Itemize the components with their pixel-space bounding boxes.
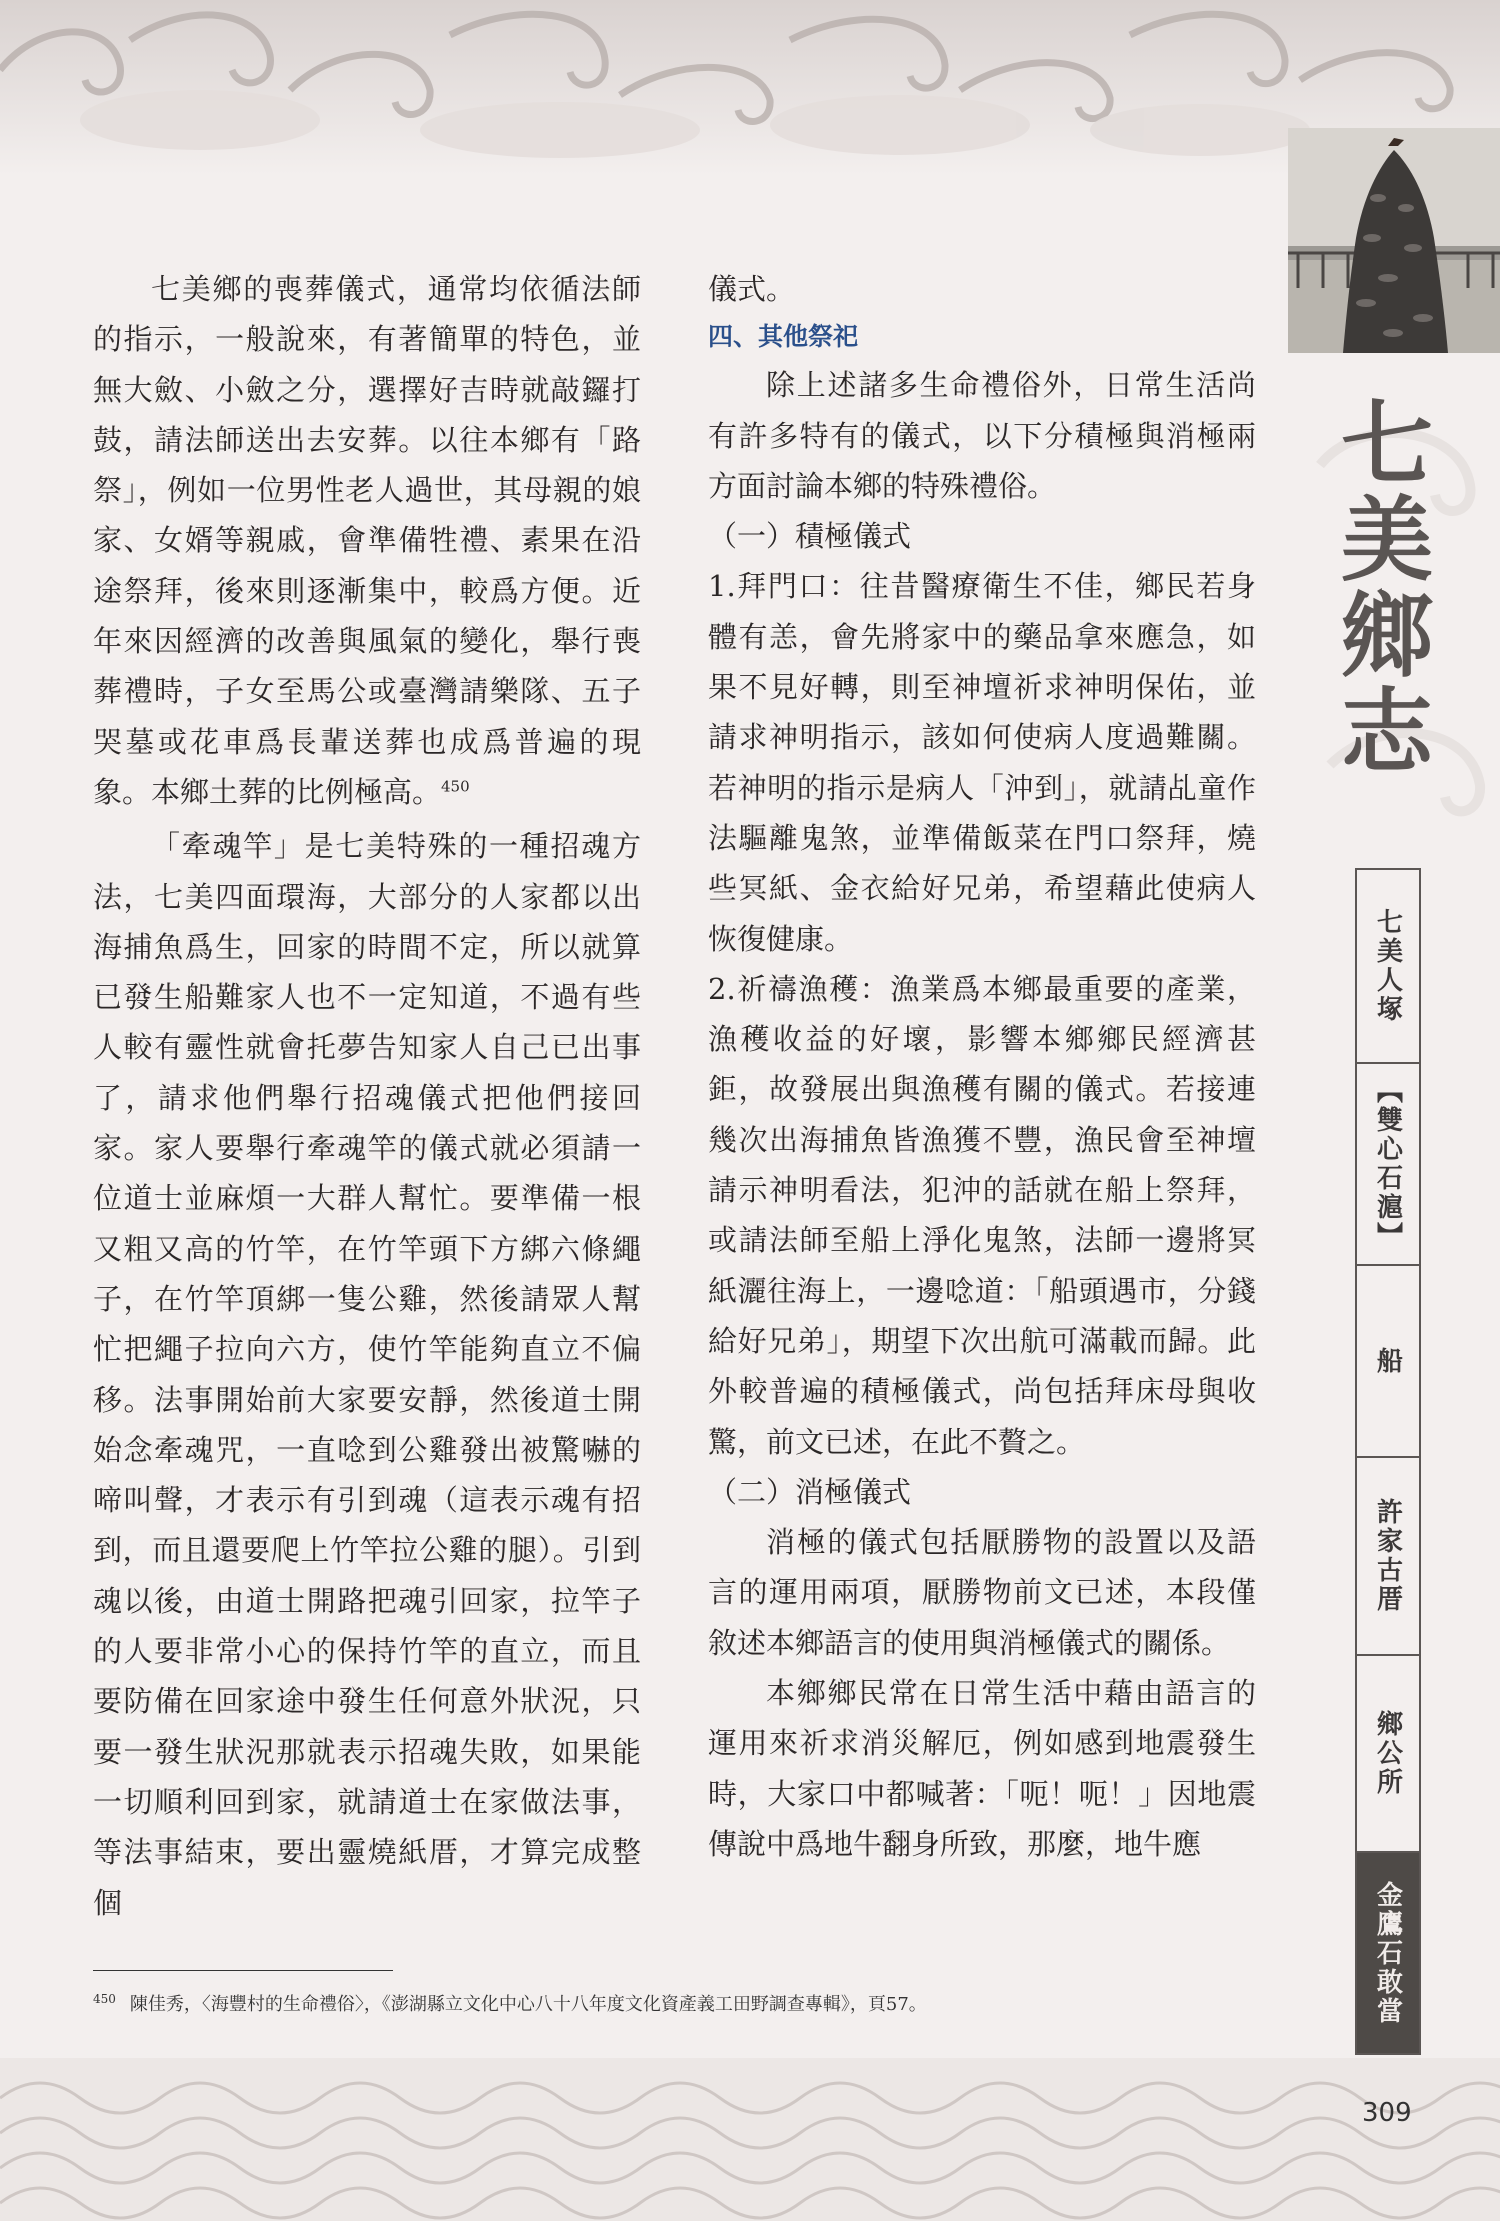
item-door-worship: 1.拜門口：往昔醫療衛生不佳，鄉民若身體有恙，會先將家中的藥品拿來應急，如果不見好轉，則至神壇祈求神明保佑，並請求神明指示，該如何使病人度過難關。若神明的指示是病人「沖到」，就請乩童作法驅離鬼煞，並準備飯菜在門口祭拜，燒些冥紙、金衣給好兄弟，希望藉此使病人恢復健康。	[708, 569, 1256, 956]
tab-qimei-tomb[interactable]	[1357, 868, 1419, 1064]
tab-label: 許家古厝	[1372, 1498, 1403, 1614]
book-title-calligraphy	[1300, 395, 1500, 835]
paragraph-negative: 消極的儀式包括厭勝物的設置以及語言的運用兩項，厭勝物前文已述，本段僅敘述本鄉語言的使用與消極儀式的關係。	[708, 1525, 1256, 1660]
book-title-text: 七美鄉志	[1326, 395, 1434, 779]
footnote-ref: 450	[441, 777, 470, 796]
wave-pattern-footer	[0, 2058, 1500, 2221]
paragraph-funeral-text: 七美鄉的喪葬儀式，通常均依循法師的指示，一般說來，有著簡單的特色，並無大斂、小斂之分，選擇好吉時就敲鑼打鼓，請法師送出去安葬。以往本鄉有「路祭」，例如一位男性老人過世，其母親的娘家、女婿等親戚，會準備牲禮、素果在沿途祭拜，後來則逐漸集中，較爲方便。近年來因經濟的改善與風氣的變化，舉行喪葬禮時，子女至馬公或臺灣請樂隊、五子哭墓或花車爲長輩送葬也成爲普遍的現象。本鄉土葬的比例極高。	[93, 272, 641, 809]
tab-township-office[interactable]	[1357, 1656, 1419, 1853]
paragraph-funeral	[93, 264, 641, 817]
footnote-number: 450	[93, 1992, 116, 2006]
tab-twin-hearts[interactable]	[1357, 1064, 1419, 1266]
item-fishing-prayer: 2.祈禱漁穫：漁業爲本鄉最重要的產業，漁穫收益的好壞，影響本鄉鄉民經濟甚鉅，故發展出與漁穫有關的儀式。若接連幾次出海捕魚皆漁獲不豐，漁民會至神壇請示神明看法，犯沖的話就在船上祭拜，或請法師至船上淨化鬼煞，法師一邊將冥紙灑往海上，一邊唸道：「船頭遇市，分錢給好兄弟」，期望下次出航可滿載而歸。此外較普遍的積極儀式，尚包括拜床母與收驚，前文已述，在此不贅之。	[708, 971, 1256, 1459]
page-number: 309	[1362, 2098, 1412, 2128]
tab-boat[interactable]	[1357, 1266, 1419, 1458]
chapter-tabs	[1355, 868, 1421, 2055]
footnote-text: 陳佳秀，〈海豐村的生命禮俗〉，《澎湖縣立文化中心八十八年度文化資產義工田野調查專輯》，頁57。	[129, 1994, 927, 2015]
continuation-text: 儀式。	[708, 272, 796, 306]
paragraph-intro: 除上述諸多生命禮俗外，日常生活尚有許多特有的儀式，以下分積極與消極兩方面討論本鄉的特殊禮俗。	[708, 368, 1256, 503]
tab-label: 金鷹石敢當	[1372, 1880, 1403, 2026]
left-text-column	[93, 264, 641, 1928]
right-text-column	[708, 264, 1256, 1869]
stone-tower-photo	[1288, 128, 1500, 353]
footnote-divider	[93, 1970, 393, 1971]
footnote	[93, 1990, 927, 2016]
tab-label: 鄉公所	[1372, 1710, 1403, 1797]
section-heading: 四、其他祭祀	[708, 322, 859, 352]
cloud-pattern-header	[0, 0, 1500, 175]
tab-label: 【雙心石滬】	[1372, 1077, 1403, 1251]
subheading-positive: （一）積極儀式	[708, 519, 912, 554]
paragraph-soul-pole: 「牽魂竿」是七美特殊的一種招魂方法，七美四面環海，大部分的人家都以出海捕魚爲生，回家的時間不定，所以就算已發生船難家人也不一定知道，不過有些人較有靈性就會托夢告知家人自己已出事了，請求他們舉行招魂儀式把他們接回家。家人要舉行牽魂竿的儀式就必須請一位道士並麻煩一大群人幫忙。要準備一根又粗又高的竹竿，在竹竿頭下方綁六條繩子，在竹竿頂綁一隻公雞，然後請眾人幫忙把繩子拉向六方，使竹竿能夠直立不偏移。法事開始前大家要安靜，然後道士開始念牽魂咒，一直唸到公雞發出被驚嚇的啼叫聲，才表示有引到魂（這表示魂有招到，而且還要爬上竹竿拉公雞的腿）。引到魂以後，由道士開路把魂引回家，拉竿子的人要非常小心的保持竹竿的直立，而且要防備在回家途中發生任何意外狀況，只要一發生狀況那就表示招魂失敗，如果能一切順利回到家，就請道士在家做法事，等法事結束，要出靈燒紙厝，才算完成整個	[93, 829, 641, 1920]
tab-label: 七美人塚	[1372, 908, 1403, 1024]
tab-label: 船	[1372, 1346, 1403, 1376]
tab-hsu-house[interactable]	[1357, 1458, 1419, 1656]
subheading-negative: （二）消極儀式	[708, 1474, 912, 1509]
paragraph-language: 本鄉鄉民常在日常生活中藉由語言的運用來祈求消災解厄，例如感到地震發生時，大家口中都喊著：「呃！呃！」因地震傳說中爲地牛翻身所致，那麼，地牛應	[708, 1676, 1256, 1861]
tab-eagle-stone[interactable]	[1357, 1853, 1419, 2055]
